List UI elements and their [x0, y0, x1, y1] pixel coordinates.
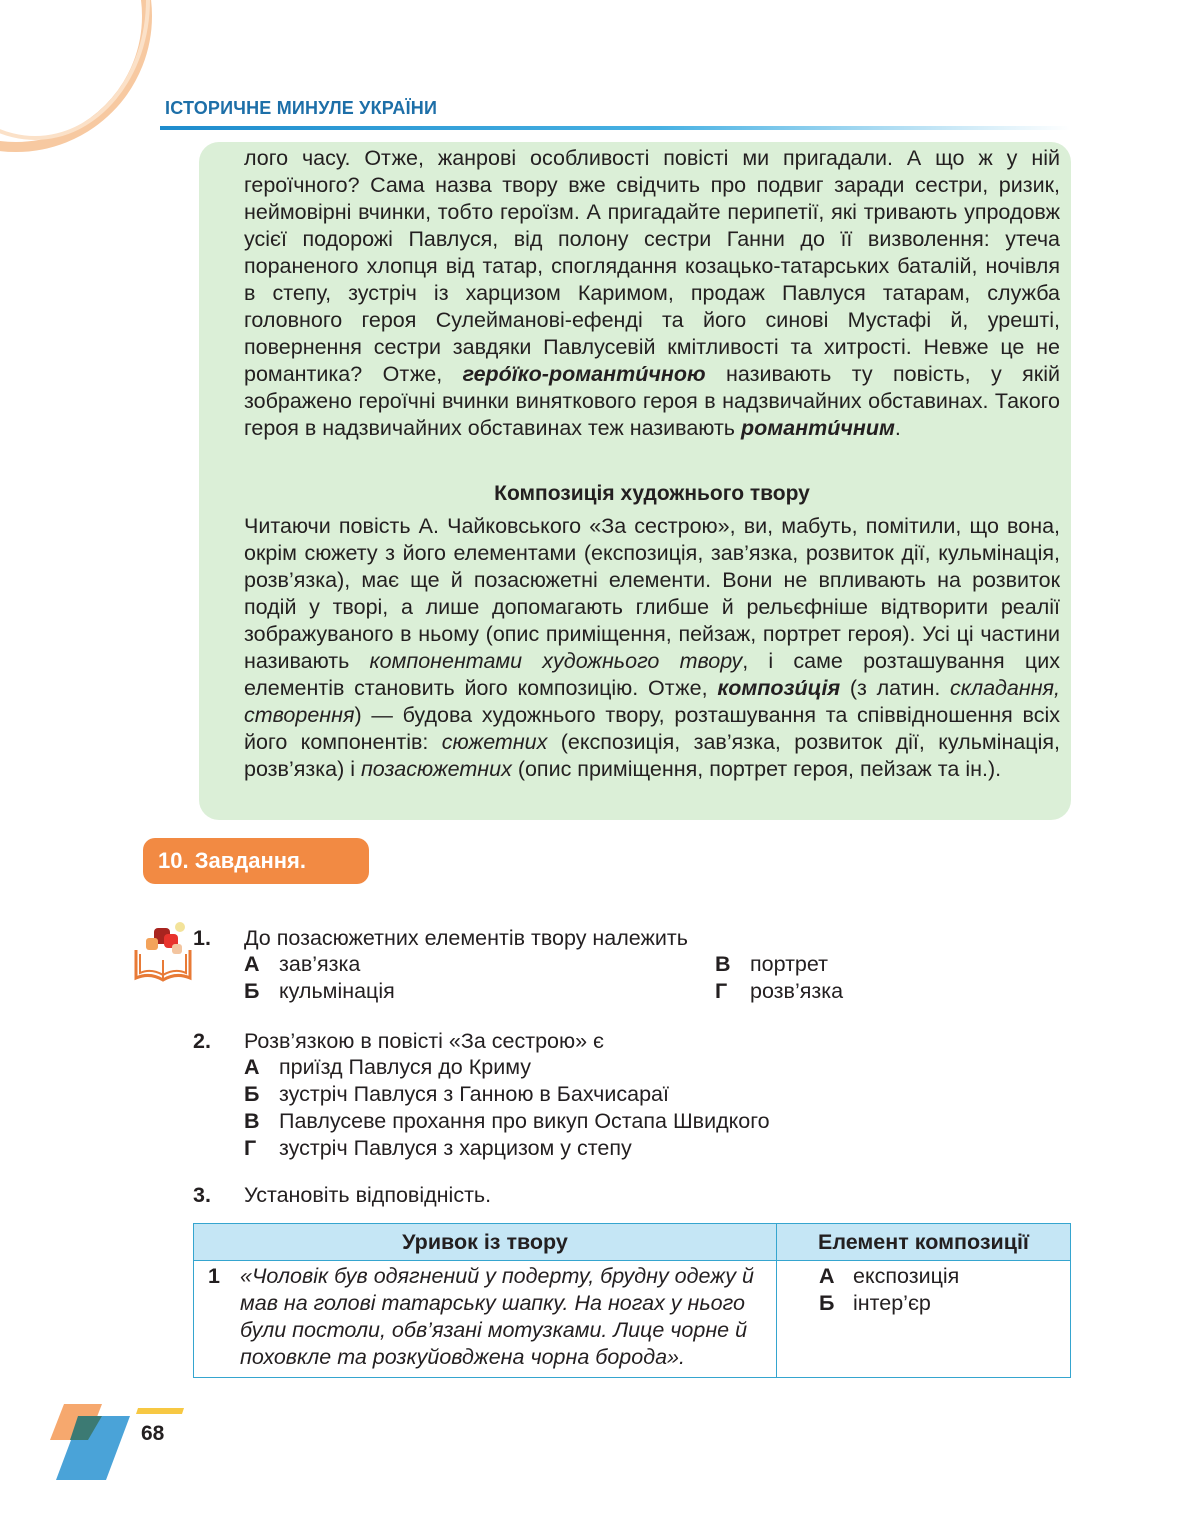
question-3-text: Установіть відповідність.: [244, 1183, 492, 1207]
option-text: приїзд Павлуся до Криму: [279, 1055, 531, 1079]
option-letter: А: [244, 952, 260, 976]
text-run: ) — будова художнього твору, розташування та співвідношення всіх його компонентів:: [244, 703, 1060, 754]
option-letter: Г: [715, 979, 728, 1003]
option-letter: В: [715, 952, 731, 976]
question-1-option-d: [715, 978, 843, 1005]
column-header-fragment: Уривок із твору: [194, 1224, 777, 1261]
option-text: зустріч Павлуся з харцизом у степу: [279, 1136, 632, 1160]
question-2-option-a: [244, 1054, 531, 1081]
term-romantic: романти́чним: [740, 416, 895, 440]
text-run: називають ту повість, у якій зображено героїчні вчинки виняткового героя в надзвичайних обставинах. Такого героя в надзвичайних обставинах теж називають: [244, 362, 1060, 440]
emphasis-extra-plot: позасюжетних: [360, 757, 512, 781]
question-2-option-d: [244, 1135, 632, 1162]
option-letter: Б: [819, 1291, 835, 1315]
option-letter: В: [244, 1109, 260, 1133]
option-text: експозиція: [853, 1264, 960, 1288]
decorative-arc-inner: [0, 0, 150, 140]
option-text: інтер’єр: [853, 1291, 931, 1315]
emphasis-latin-meaning: складання, створення: [244, 676, 1060, 727]
section-heading: Композиція художнього твору: [494, 482, 810, 505]
term-heroic-romantic: геро́їко-романти́чною: [462, 362, 706, 386]
header-rule: [160, 126, 1070, 130]
table-row: [194, 1261, 1071, 1378]
task-label: 10. Завдання.: [143, 838, 369, 884]
text-run: лого часу. Отже, жанрові особливості повісті ми пригадали. А що ж у ній героїчного? Сама назва твору вже свідчить про подвиг заради сестри, ризик, неймовірні вчинки, тобто героїзм. А пригадайте перипетії, які тривають упродовж усієї подорожі Павлуся, від полону сестри Ганни до її визволення: утеча пораненого хлопця від татар, споглядання козацько-татарських баталій, ночівля в степу, зустріч із харцизом Каримом, продаж Павлуся татарам, служба головного героя Сулейманові-ефенді та його синові Мустафі й, урешті, повернення сестри завдяки Павлусевій кмітливості та хитрості. Невже це не романтика? Отже,: [244, 146, 1060, 386]
option-letter: А: [819, 1264, 835, 1288]
question-2-number: 2.: [193, 1029, 211, 1053]
question-2-option-b: [244, 1081, 669, 1108]
option-text: зустріч Павлуся з Ганною в Бахчисараї: [279, 1082, 669, 1106]
text-run: (з латин.: [840, 676, 951, 700]
theory-paragraph-2: [244, 513, 1060, 783]
page-corner-decoration: [50, 1404, 190, 1480]
option-text: Павлусеве прохання про викуп Остапа Швидкого: [279, 1109, 770, 1133]
emphasis-plot: сюжетних: [441, 730, 548, 754]
fragment-text: «Чоловік був одягнений у подерту, брудну одежу й мав на голові татарську шапку. На ногах у нього були постоли, обв’язані мотузками. Лице чорне й поховкле та розкуйовджена чорна борода».: [240, 1264, 754, 1369]
option-text: розв’язка: [750, 979, 844, 1003]
question-3-number: 3.: [193, 1183, 211, 1207]
question-2-text: Розв’язкою в повісті «За сестрою» є: [244, 1029, 605, 1053]
emphasis-components: компонентами художнього твору: [369, 649, 743, 673]
option-letter: А: [244, 1055, 260, 1079]
text-run: , і саме розташування цих елементів становить його композицію. Отже,: [244, 649, 1060, 700]
element-option-a: [819, 1263, 1070, 1290]
term-composition: компози́ція: [717, 676, 841, 700]
matching-table: [193, 1223, 1071, 1378]
option-letter: Б: [244, 1082, 260, 1106]
page-number: 68: [141, 1422, 165, 1445]
option-text: зав’язка: [279, 952, 361, 976]
option-letter: Г: [244, 1136, 257, 1160]
question-1-text: До позасюжетних елементів твору належить: [244, 926, 688, 950]
section-title: ІСТОРИЧНЕ МИНУЛЕ УКРАЇНИ: [165, 98, 438, 118]
book-stack-icon: [132, 920, 194, 984]
question-1-option-c: [715, 951, 828, 978]
option-letter: Б: [244, 979, 260, 1003]
fragment-cell: [194, 1261, 777, 1378]
column-header-element: Елемент композиції: [777, 1224, 1071, 1261]
text-run: Читаючи повість А. Чайковського «За сестрою», ви, мабуть, помітили, що вона, окрім сюжету з його елементами (експозиція, зав’язка, розвиток дії, кульмінація, розв’язка), має ще й позасюжетні елементи. Вони не впливають на розвиток подій у творі, а лише допомагають глибше й рельєфніше відтворити реалії зображуваного в ньому (опис приміщення, пейзаж, портрет героя). Усі ці частини називають: [244, 514, 1060, 673]
question-2-option-c: [244, 1108, 770, 1135]
table-header-row: [194, 1224, 1071, 1261]
theory-paragraph-1: [244, 145, 1060, 442]
question-1-option-b: [244, 978, 395, 1005]
option-text: портрет: [750, 952, 828, 976]
text-run: (експозиція, зав’язка, розвиток дії, кульмінація, розв’язка) і: [244, 730, 1060, 781]
row-number: 1: [208, 1264, 220, 1288]
text-run: (опис приміщення, портрет героя, пейзаж та ін.).: [511, 757, 1002, 781]
text-run: .: [894, 416, 901, 440]
element-option-b: [819, 1290, 1070, 1317]
elements-cell: [777, 1261, 1071, 1378]
option-text: кульмінація: [279, 979, 395, 1003]
question-1-option-a: [244, 951, 360, 978]
question-1-number: 1.: [193, 926, 211, 950]
